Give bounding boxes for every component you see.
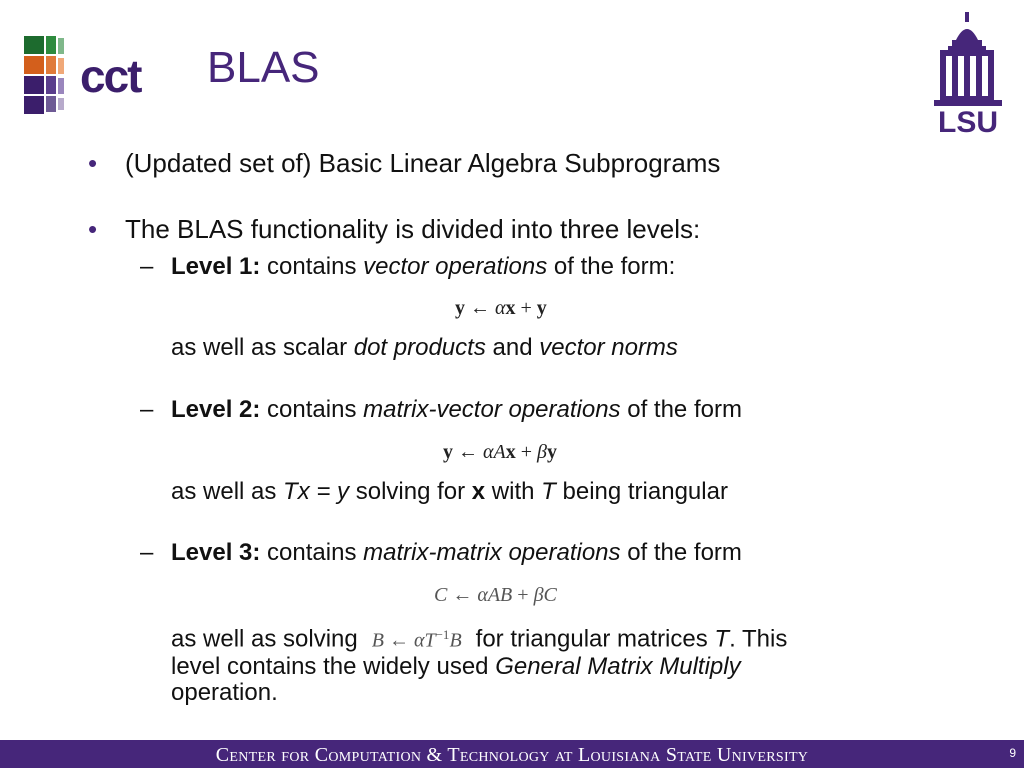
slide-title: BLAS	[207, 43, 320, 92]
level-3-continuation	[171, 622, 787, 706]
lsu-logo-text: LSU	[938, 106, 998, 134]
level-2-continuation: as well as Tx = y solving for x with T being triangular	[171, 478, 728, 505]
level-1-heading	[140, 253, 675, 281]
bullet-dot: •	[88, 148, 98, 178]
bullet-text: (Updated set of) Basic Linear Algebra Subprograms	[125, 148, 721, 178]
level-2-equation: y ← αAx + βy	[443, 441, 557, 463]
level-text: contains	[260, 539, 364, 566]
sub-bullet-dash: –	[140, 396, 154, 423]
level-1-continuation: as well as scalar dot products and vector norms	[171, 334, 678, 361]
level-3-heading	[140, 539, 742, 567]
level-2-heading	[140, 396, 742, 424]
level-emphasis: matrix-matrix operations	[363, 539, 621, 566]
bullet-dot: •	[88, 214, 98, 244]
level-1-equation: y ← αx + y	[455, 297, 547, 319]
level-text: of the form	[620, 539, 742, 566]
bullet-text: The BLAS functionality is divided into three levels:	[125, 214, 701, 244]
level-label: Level 1:	[171, 253, 261, 280]
level-3-line-3: operation.	[171, 678, 278, 706]
level-text: of the form:	[547, 253, 676, 280]
level-text: contains	[260, 253, 364, 280]
level-3-line-1: as well as solving B ← $\alpha T^{-1}B$ for triangular matrices T. This	[171, 622, 787, 654]
level-text: contains	[260, 396, 364, 423]
sub-bullet-dash: –	[140, 539, 154, 566]
level-label: Level 3:	[171, 539, 261, 566]
cct-logo-text: cct	[80, 50, 141, 102]
level-3-equation: C ← αAB + βC	[434, 584, 557, 606]
level-3-line-2: level contains the widely used General Matrix Multiply	[171, 652, 741, 680]
footer-text: Center for Computation & Technology at Louisiana State University	[215, 744, 809, 766]
triangular-solve-equation: B ← $\alpha T^{-1}B$	[371, 627, 462, 652]
level-label: Level 2:	[171, 396, 261, 423]
level-emphasis: matrix-vector operations	[363, 396, 621, 423]
sub-bullet-dash: –	[140, 253, 154, 280]
level-emphasis: vector operations	[363, 253, 548, 280]
page-number: 9	[1009, 746, 1016, 760]
footer-bar	[0, 740, 1024, 768]
level-text: of the form	[620, 396, 742, 423]
